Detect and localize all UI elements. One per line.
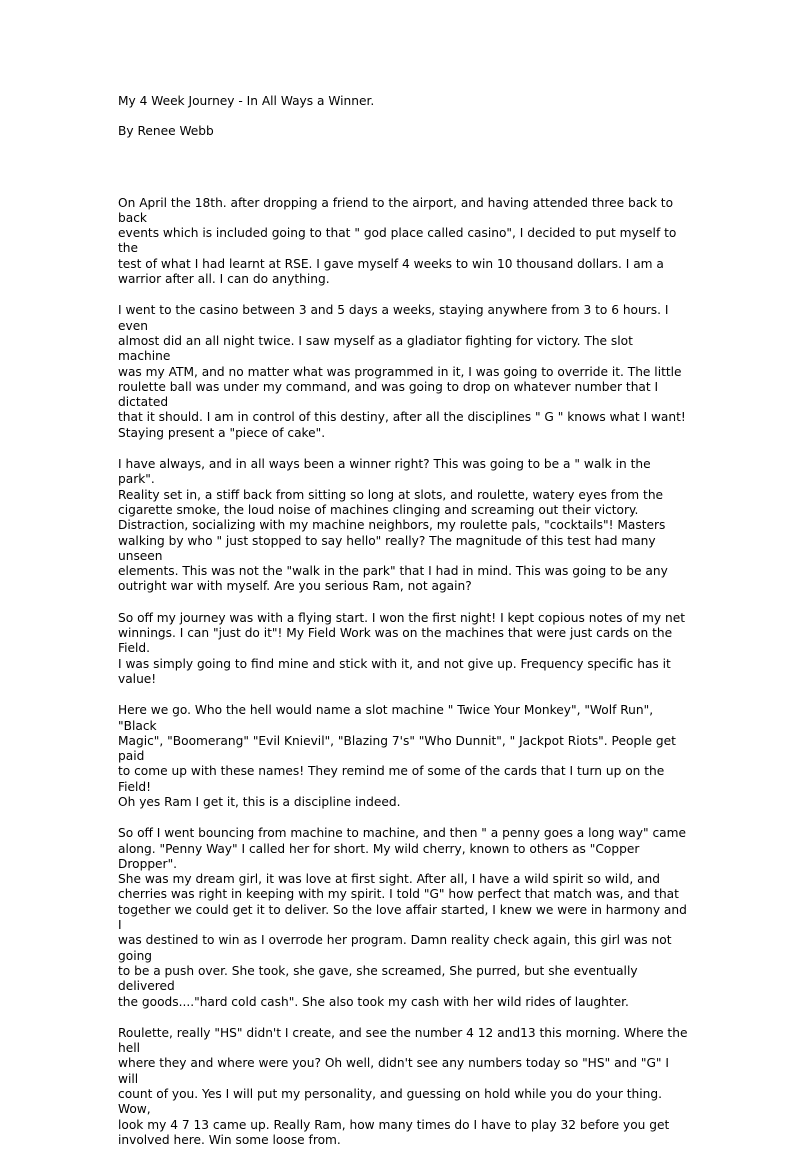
- document-body: [118, 196, 688, 1149]
- paragraph-7: Roulette, really "HS" didn't I create, and see the number 4 12 and13 this morning. Where the hell where they and where were you? Oh well, didn't see any numbers today so "HS" and "G" I will count of you. Yes I will put my personality, and guessing on hold while you do your thing. Wow, look my 4 7 13 came up. Really Ram, how many times do I have to play 32 before you get involved here. Win some loose from.: [118, 1025, 688, 1147]
- paragraph-4: So off my journey was with a flying start. I won the first night! I kept copious notes of my net winnings. I can "just do it"! My Field Work was on the machines that were just cards on the Field. I was simply going to find mine and stick with it, and not give up. Frequency specific has it value!: [118, 610, 685, 686]
- document-title: My 4 Week Journey - In All Ways a Winner.: [118, 94, 375, 108]
- paragraph-3: I have always, and in all ways been a winner right? This was going to be a " walk in the park". Reality set in, a stiff back from sitting so long at slots, and roulette, watery eyes from the cigarette smoke, the loud noise of machines clinging and screaming out their victory. Distraction, socializing with my machine neighbors, my roulette pals, "cocktails"! Masters walking by who " just stopped to say hello" really? The magnitude of this test had many unseen elements. This was not the "walk in the park" that I had in mind. This was going to be any outright war with myself. Are you serious Ram, not again?: [118, 457, 668, 594]
- paragraph-2: I went to the casino between 3 and 5 days a weeks, staying anywhere from 3 to 6 hours. I even almost did an all night twice. I saw myself as a gladiator fighting for victory. The slot machine was my ATM, and no matter what was programmed in it, I was going to override it. The little roulette ball was under my command, and was going to drop on whatever number that I dictated that it should. I am in control of this destiny, after all the disciplines " G " knows what I want! Staying present a "piece of cake".: [118, 303, 686, 440]
- paragraph-6: So off I went bouncing from machine to machine, and then " a penny goes a long way" came along. "Penny Way" I called her for short. My wild cherry, known to others as "Copper Dropper". She was my dream girl, it was love at first sight. After all, I have a wild spirit so wild, and cherries was right in keeping with my spirit. I told "G" how perfect that match was, and that together we could get it to deliver. So the love affair started, I knew we were in harmony and I was destined to win as I overrode her program. Damn reality check again, this girl was not going to be a push over. She took, she gave, she screamed, She purred, but she eventually delivered the goods...."hard cold cash". She also took my cash with her wild rides of laughter.: [118, 826, 687, 1009]
- document-author: By Renee Webb: [118, 124, 214, 139]
- document-page: [118, 94, 688, 1164]
- paragraph-1: On April the 18th. after dropping a friend to the airport, and having attended three back to back events which is included going to that " god place called casino", I decided to put myself to the test of what I had learnt at RSE. I gave myself 4 weeks to win 10 thousand dollars. I am a warrior after all. I can do anything.: [118, 195, 677, 287]
- paragraph-5: Here we go. Who the hell would name a slot machine " Twice Your Monkey", "Wolf Run", "Black Magic", "Boomerang" "Evil Knievil", "Blazing 7's" "Who Dunnit", " Jackpot Riots". People get paid to come up with these names! They remind me of some of the cards that I turn up on the Field! Oh yes Ram I get it, this is a discipline indeed.: [118, 703, 676, 809]
